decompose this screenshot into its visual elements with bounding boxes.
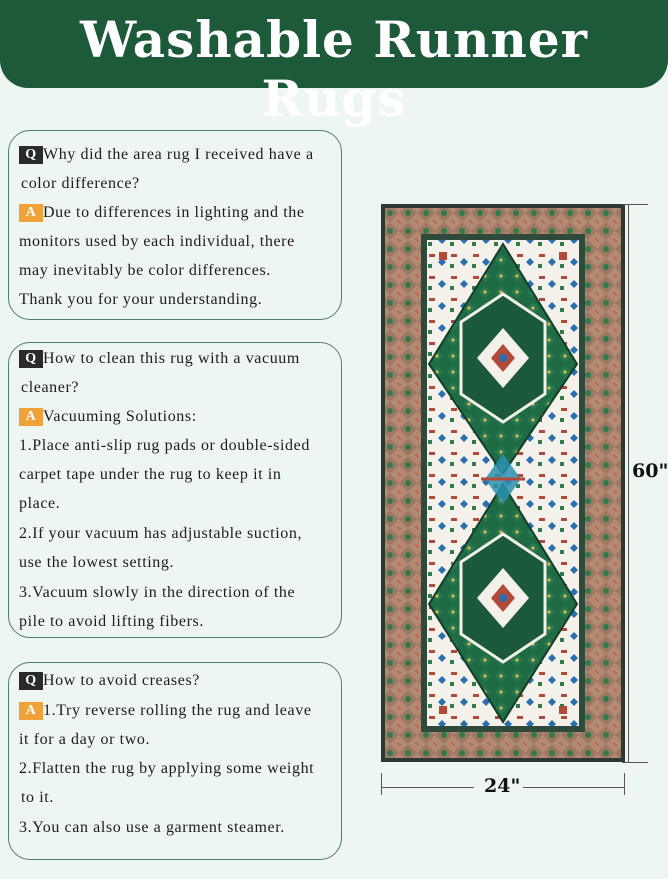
height-label: 60" — [632, 460, 668, 482]
answer-line: 3.You can also use a garment steamer. — [19, 819, 285, 836]
question-line: Q How to clean this rug with a vacuum — [19, 349, 341, 369]
answer-line: 2.If your vacuum has adjustable suction, — [19, 525, 303, 542]
title-banner — [0, 0, 668, 128]
answer-line: place. — [19, 495, 61, 512]
answer-line: 2.Flatten the rug by applying some weight — [19, 760, 315, 777]
height-dimension-tick-bottom — [622, 762, 648, 763]
answer-line: Thank you for your understanding. — [19, 291, 263, 308]
rug-image — [381, 204, 625, 762]
answer-line: 1.Place anti-slip rug pads or double-sided — [19, 437, 310, 454]
question-tag: Q — [19, 350, 43, 368]
width-dimension-line-right — [523, 787, 625, 788]
answer-tag: A — [19, 204, 43, 222]
question-tag: Q — [19, 146, 43, 164]
question-line: color difference? — [21, 175, 140, 192]
height-dimension-line — [628, 204, 629, 762]
faq-card-vacuum — [8, 342, 342, 638]
answer-line: may inevitably be color differences. — [19, 262, 271, 279]
question-line: Q Why did the area rug I received have a — [19, 145, 341, 165]
answer-line: 3.Vacuum slowly in the direction of the — [19, 584, 296, 601]
answer-line: to it. — [21, 789, 54, 806]
width-dimension-line-left — [381, 787, 474, 788]
answer-line: monitors used by each individual, there — [19, 233, 295, 250]
answer-tag: A — [19, 702, 43, 720]
rug-pattern-illustration — [381, 204, 625, 762]
answer-line: carpet tape under the rug to keep it in — [19, 466, 282, 483]
width-dimension-tick-left — [381, 773, 382, 795]
width-label: 24" — [484, 775, 521, 797]
width-dimension-tick-right — [624, 773, 625, 795]
answer-tag: A — [19, 408, 43, 426]
answer-line: it for a day or two. — [19, 731, 151, 748]
answer-line: A 1.Try reverse rolling the rug and leave — [19, 701, 341, 721]
faq-card-color — [8, 130, 342, 320]
question-line: Q How to avoid creases? — [19, 671, 341, 691]
page-title: Washable Runner Rugs — [79, 10, 589, 128]
height-dimension-tick-top — [622, 204, 648, 205]
question-tag: Q — [19, 672, 43, 690]
answer-line: pile to avoid lifting fibers. — [19, 613, 204, 630]
answer-line: A Vacuuming Solutions: — [19, 407, 341, 427]
question-line: cleaner? — [21, 379, 80, 396]
faq-card-creases — [8, 662, 342, 860]
answer-line: use the lowest setting. — [19, 554, 175, 571]
answer-line: A Due to differences in lighting and the — [19, 203, 341, 223]
